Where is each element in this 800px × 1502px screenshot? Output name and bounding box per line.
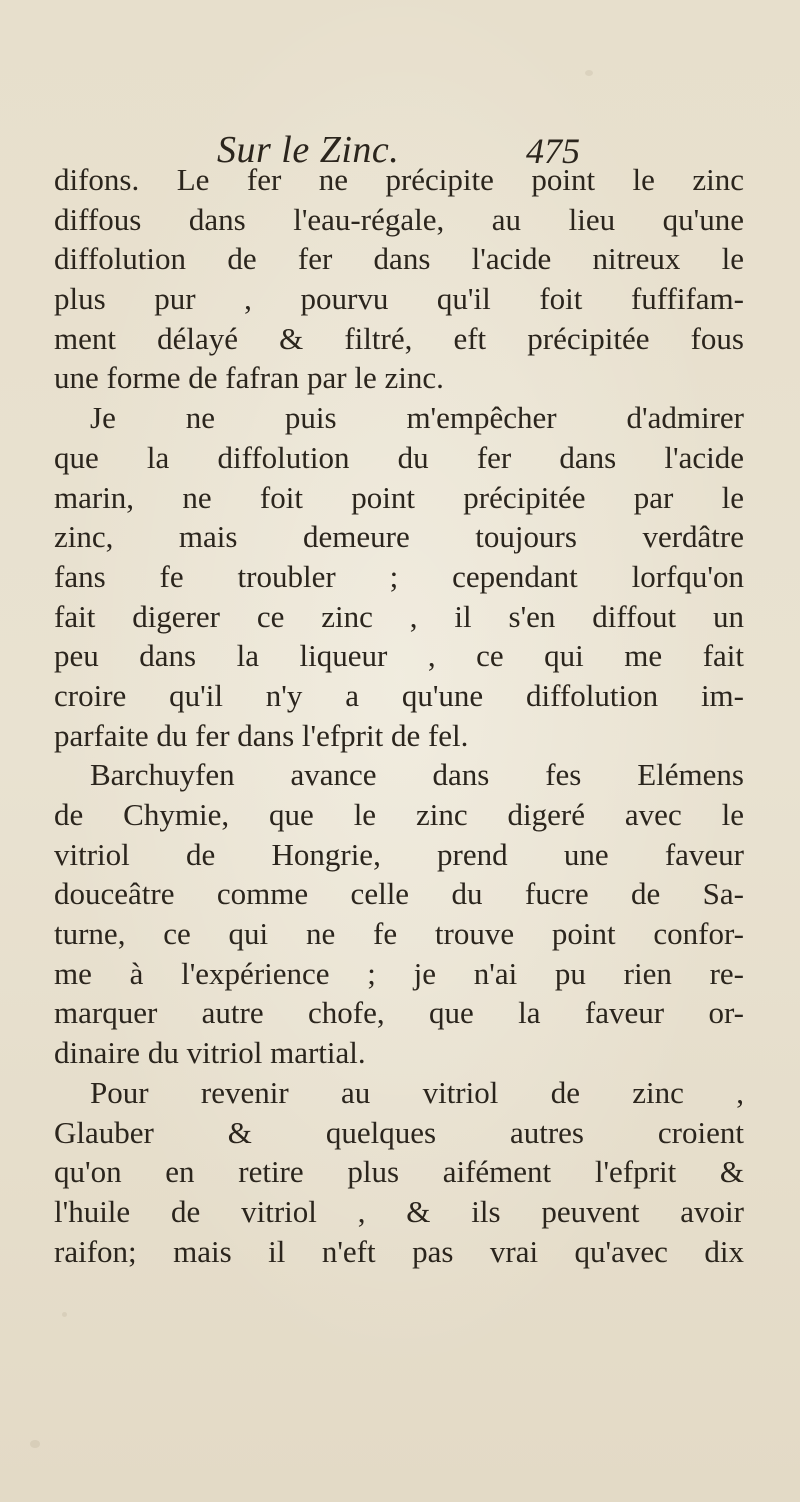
paper-stain xyxy=(62,1312,67,1317)
text-line: marquer autre chofe, que la faveur or- xyxy=(54,995,744,1031)
text-line: peu dans la liqueur , ce qui me fait xyxy=(54,638,744,674)
paper-stain xyxy=(585,70,593,76)
body-text xyxy=(54,160,744,1271)
text-line: vitriol de Hongrie, prend une faveur xyxy=(54,836,744,872)
paper-stain xyxy=(30,1440,40,1448)
text-line: fait digerer ce zinc , il s'en diffout un xyxy=(54,598,744,634)
text-line: que la diffolution du fer dans l'acide xyxy=(54,439,744,475)
text-line: turne, ce qui ne fe trouve point confor- xyxy=(54,916,744,952)
text-line: dinaire du vitriol martial. xyxy=(54,1035,366,1071)
text-line: ment délayé & filtré, eft précipitée fous xyxy=(54,320,744,356)
text-line: diffolution de fer dans l'acide nitreux le xyxy=(54,241,744,277)
text-line: marin, ne foit point précipitée par le xyxy=(54,479,744,515)
text-line: Je ne puis m'empêcher d'admirer xyxy=(90,400,744,436)
text-line: douceâtre comme celle du fucre de Sa- xyxy=(54,876,744,912)
text-line: raifon; mais il n'eft pas vrai qu'avec dix xyxy=(54,1233,744,1269)
text-line: Glauber & quelques autres croient xyxy=(54,1114,744,1150)
text-line: Barchuyfen avance dans fes Elémens xyxy=(90,757,744,793)
text-line: zinc, mais demeure toujours verdâtre xyxy=(54,519,744,555)
text-line: fans fe troubler ; cependant lorfqu'on xyxy=(54,558,744,594)
text-line: qu'on en retire plus aifément l'efprit & xyxy=(54,1154,744,1190)
text-line: croire qu'il n'y a qu'une diffolution im- xyxy=(54,677,744,713)
page-number: 475 xyxy=(526,131,580,171)
text-line: diffous dans l'eau-régale, au lieu qu'une xyxy=(54,201,744,237)
text-line: une forme de fafran par le zinc. xyxy=(54,360,444,396)
text-line: Pour revenir au vitriol de zinc , xyxy=(90,1074,744,1110)
text-line: difons. Le fer ne précipite point le zinc xyxy=(54,162,744,197)
text-line: l'huile de vitriol , & ils peuvent avoir xyxy=(54,1193,744,1229)
text-line: parfaite du fer dans l'efprit de fel. xyxy=(54,717,469,753)
text-line: plus pur , pourvu qu'il foit fuffifam- xyxy=(54,281,744,317)
running-title: Sur le Zinc. xyxy=(217,129,400,171)
text-line: de Chymie, que le zinc digeré avec le xyxy=(54,797,744,832)
text-line: me à l'expérience ; je n'ai pu rien re- xyxy=(54,955,744,991)
